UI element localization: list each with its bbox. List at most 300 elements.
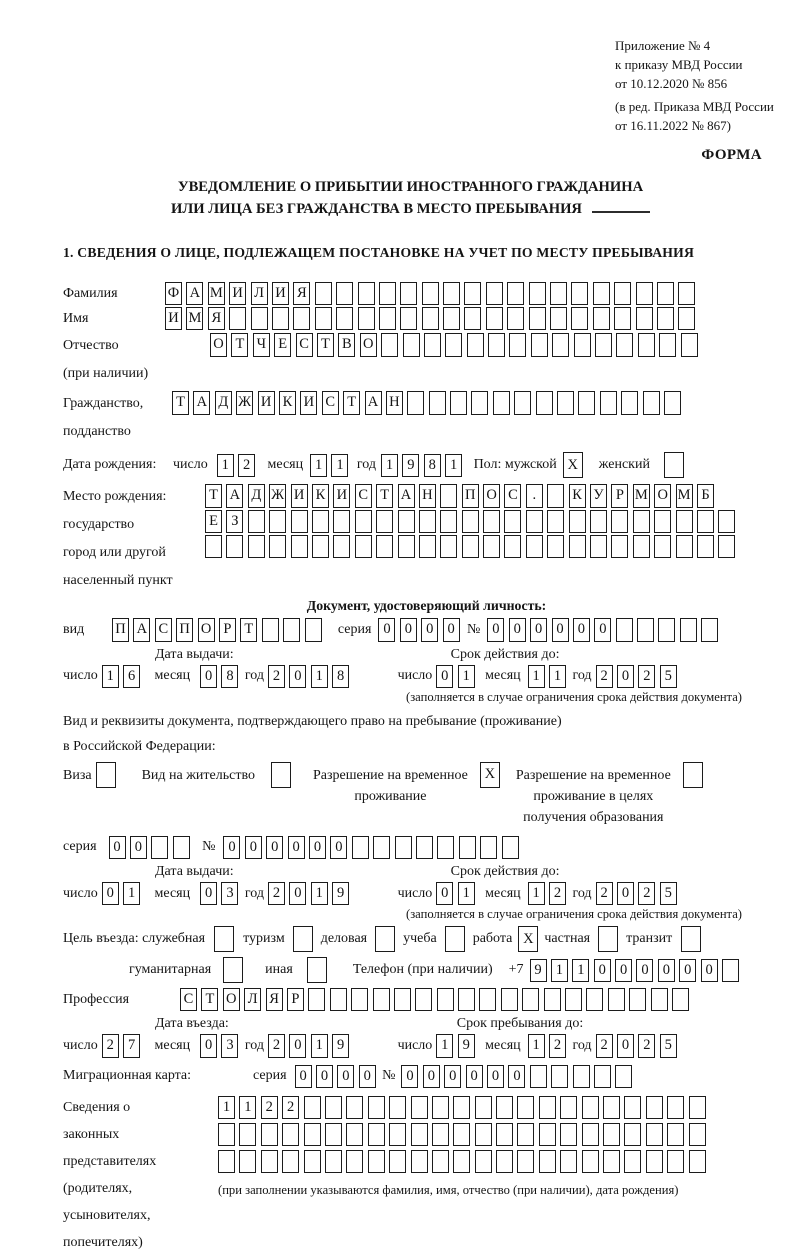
char-cell[interactable] — [569, 510, 586, 533]
char-cell[interactable]: 0 — [573, 618, 590, 641]
char-cell[interactable]: 5 — [660, 1034, 677, 1057]
char-cell[interactable] — [389, 1123, 406, 1146]
char-cell[interactable] — [678, 282, 695, 305]
char-cell[interactable] — [450, 391, 467, 414]
char-cell[interactable] — [488, 333, 505, 356]
char-cell[interactable]: Я — [266, 988, 283, 1011]
char-cell[interactable] — [501, 988, 518, 1011]
char-cell[interactable]: 0 — [443, 618, 460, 641]
char-cell[interactable] — [293, 307, 310, 330]
char-cell[interactable]: 0 — [436, 665, 453, 688]
char-cell[interactable] — [205, 535, 222, 558]
char-cell[interactable] — [437, 836, 454, 859]
char-cell[interactable]: 1 — [551, 959, 568, 982]
char-cell[interactable]: М — [208, 282, 225, 305]
char-cell[interactable]: 1 — [445, 454, 462, 477]
char-cell[interactable] — [462, 535, 479, 558]
char-cell[interactable] — [416, 836, 433, 859]
char-cell[interactable] — [312, 535, 329, 558]
char-cell[interactable] — [355, 510, 372, 533]
char-cell[interactable] — [352, 836, 369, 859]
char-cell[interactable]: У — [590, 484, 607, 507]
char-cell[interactable] — [502, 836, 519, 859]
char-cell[interactable] — [272, 307, 289, 330]
char-cell[interactable] — [603, 1096, 620, 1119]
char-cell[interactable] — [424, 333, 441, 356]
char-cell[interactable]: А — [133, 618, 150, 641]
char-cell[interactable]: А — [398, 484, 415, 507]
char-cell[interactable] — [336, 307, 353, 330]
char-cell[interactable] — [395, 836, 412, 859]
char-cell[interactable] — [547, 484, 564, 507]
char-cell[interactable] — [480, 836, 497, 859]
char-cell[interactable] — [624, 1150, 641, 1173]
char-cell[interactable]: 0 — [594, 959, 611, 982]
char-cell[interactable]: П — [176, 618, 193, 641]
char-cell[interactable]: 0 — [316, 1065, 333, 1088]
char-cell[interactable] — [419, 535, 436, 558]
char-cell[interactable] — [636, 282, 653, 305]
char-cell[interactable]: 9 — [402, 454, 419, 477]
char-cell[interactable]: 0 — [289, 882, 306, 905]
char-cell[interactable] — [539, 1123, 556, 1146]
char-cell[interactable]: Ч — [253, 333, 270, 356]
char-cell[interactable] — [582, 1096, 599, 1119]
char-cell[interactable] — [325, 1150, 342, 1173]
char-cell[interactable] — [593, 282, 610, 305]
char-cell[interactable]: 1 — [528, 882, 545, 905]
char-cell[interactable]: 1 — [310, 454, 327, 477]
char-cell[interactable]: 9 — [530, 959, 547, 982]
char-cell[interactable] — [394, 988, 411, 1011]
char-cell[interactable] — [389, 1096, 406, 1119]
char-cell[interactable]: Т — [240, 618, 257, 641]
char-cell[interactable] — [358, 307, 375, 330]
char-cell[interactable] — [333, 535, 350, 558]
char-cell[interactable]: 3 — [221, 882, 238, 905]
char-cell[interactable] — [667, 1123, 684, 1146]
char-cell[interactable] — [379, 282, 396, 305]
char-cell[interactable]: 9 — [332, 882, 349, 905]
char-cell[interactable] — [226, 535, 243, 558]
char-cell[interactable] — [629, 988, 646, 1011]
purpose-private-checkbox[interactable] — [598, 926, 618, 952]
char-cell[interactable]: 0 — [401, 1065, 418, 1088]
char-cell[interactable] — [550, 307, 567, 330]
char-cell[interactable]: 1 — [311, 665, 328, 688]
char-cell[interactable]: 2 — [596, 665, 613, 688]
char-cell[interactable]: Е — [205, 510, 222, 533]
char-cell[interactable]: И — [272, 282, 289, 305]
char-cell[interactable]: А — [365, 391, 382, 414]
char-cell[interactable] — [571, 307, 588, 330]
char-cell[interactable] — [403, 333, 420, 356]
char-cell[interactable] — [530, 1065, 547, 1088]
char-cell[interactable]: М — [633, 484, 650, 507]
char-cell[interactable] — [571, 282, 588, 305]
char-cell[interactable] — [459, 836, 476, 859]
char-cell[interactable] — [407, 391, 424, 414]
char-cell[interactable] — [551, 1065, 568, 1088]
purpose-official-checkbox[interactable] — [214, 926, 234, 952]
char-cell[interactable] — [667, 1096, 684, 1119]
char-cell[interactable] — [351, 988, 368, 1011]
char-cell[interactable] — [479, 988, 496, 1011]
male-checkbox[interactable]: X — [563, 452, 583, 478]
char-cell[interactable] — [440, 484, 457, 507]
char-cell[interactable] — [291, 535, 308, 558]
char-cell[interactable]: 0 — [617, 1034, 634, 1057]
char-cell[interactable]: 8 — [332, 665, 349, 688]
char-cell[interactable]: 0 — [109, 836, 126, 859]
char-cell[interactable] — [595, 333, 612, 356]
char-cell[interactable]: 2 — [549, 882, 566, 905]
char-cell[interactable] — [526, 535, 543, 558]
purpose-work-checkbox[interactable]: X — [518, 926, 538, 952]
char-cell[interactable]: 7 — [123, 1034, 140, 1057]
char-cell[interactable] — [376, 535, 393, 558]
char-cell[interactable] — [305, 618, 322, 641]
char-cell[interactable] — [676, 535, 693, 558]
char-cell[interactable] — [594, 1065, 611, 1088]
char-cell[interactable]: К — [312, 484, 329, 507]
char-cell[interactable]: Т — [343, 391, 360, 414]
char-cell[interactable]: 9 — [332, 1034, 349, 1057]
char-cell[interactable]: 0 — [289, 1034, 306, 1057]
char-cell[interactable] — [445, 333, 462, 356]
char-cell[interactable] — [496, 1123, 513, 1146]
char-cell[interactable] — [432, 1150, 449, 1173]
char-cell[interactable] — [411, 1096, 428, 1119]
char-cell[interactable] — [718, 510, 735, 533]
char-cell[interactable]: С — [322, 391, 339, 414]
char-cell[interactable] — [701, 618, 718, 641]
char-cell[interactable] — [681, 333, 698, 356]
char-cell[interactable]: 2 — [282, 1096, 299, 1119]
char-cell[interactable] — [603, 1123, 620, 1146]
char-cell[interactable] — [507, 282, 524, 305]
char-cell[interactable] — [509, 333, 526, 356]
char-cell[interactable]: 2 — [549, 1034, 566, 1057]
char-cell[interactable]: 2 — [261, 1096, 278, 1119]
char-cell[interactable] — [218, 1123, 235, 1146]
char-cell[interactable] — [315, 282, 332, 305]
char-cell[interactable] — [621, 391, 638, 414]
char-cell[interactable] — [440, 535, 457, 558]
char-cell[interactable] — [574, 333, 591, 356]
char-cell[interactable] — [496, 1150, 513, 1173]
char-cell[interactable] — [697, 510, 714, 533]
char-cell[interactable]: С — [355, 484, 372, 507]
char-cell[interactable]: . — [526, 484, 543, 507]
char-cell[interactable] — [646, 1123, 663, 1146]
char-cell[interactable] — [368, 1150, 385, 1173]
char-cell[interactable] — [229, 307, 246, 330]
char-cell[interactable]: 0 — [530, 618, 547, 641]
char-cell[interactable]: С — [296, 333, 313, 356]
char-cell[interactable] — [411, 1123, 428, 1146]
char-cell[interactable] — [624, 1096, 641, 1119]
char-cell[interactable] — [422, 282, 439, 305]
char-cell[interactable] — [603, 1150, 620, 1173]
purpose-tourism-checkbox[interactable] — [293, 926, 313, 952]
char-cell[interactable]: Я — [293, 282, 310, 305]
char-cell[interactable] — [637, 618, 654, 641]
char-cell[interactable]: А — [226, 484, 243, 507]
char-cell[interactable]: Д — [248, 484, 265, 507]
char-cell[interactable] — [550, 282, 567, 305]
residence-permit-checkbox[interactable] — [271, 762, 291, 788]
char-cell[interactable]: А — [186, 282, 203, 305]
char-cell[interactable] — [336, 282, 353, 305]
temp-residence-education-checkbox[interactable] — [683, 762, 703, 788]
char-cell[interactable] — [415, 988, 432, 1011]
char-cell[interactable] — [531, 333, 548, 356]
char-cell[interactable]: С — [504, 484, 521, 507]
char-cell[interactable]: 1 — [239, 1096, 256, 1119]
char-cell[interactable] — [475, 1150, 492, 1173]
visa-checkbox[interactable] — [96, 762, 116, 788]
char-cell[interactable]: И — [333, 484, 350, 507]
char-cell[interactable]: Т — [205, 484, 222, 507]
char-cell[interactable] — [680, 618, 697, 641]
char-cell[interactable]: 1 — [123, 882, 140, 905]
char-cell[interactable]: Р — [611, 484, 628, 507]
char-cell[interactable] — [291, 510, 308, 533]
char-cell[interactable]: 0 — [400, 618, 417, 641]
char-cell[interactable]: Т — [172, 391, 189, 414]
char-cell[interactable] — [611, 535, 628, 558]
char-cell[interactable] — [718, 535, 735, 558]
char-cell[interactable] — [651, 988, 668, 1011]
char-cell[interactable]: 3 — [221, 1034, 238, 1057]
char-cell[interactable] — [151, 836, 168, 859]
char-cell[interactable]: И — [258, 391, 275, 414]
char-cell[interactable]: 0 — [636, 959, 653, 982]
char-cell[interactable]: 0 — [423, 1065, 440, 1088]
char-cell[interactable] — [368, 1123, 385, 1146]
char-cell[interactable] — [346, 1123, 363, 1146]
char-cell[interactable] — [517, 1150, 534, 1173]
char-cell[interactable]: 1 — [381, 454, 398, 477]
char-cell[interactable]: З — [226, 510, 243, 533]
char-cell[interactable]: 2 — [638, 665, 655, 688]
char-cell[interactable]: 1 — [217, 454, 234, 477]
char-cell[interactable] — [486, 282, 503, 305]
char-cell[interactable] — [261, 1123, 278, 1146]
char-cell[interactable] — [646, 1150, 663, 1173]
char-cell[interactable]: 2 — [638, 1034, 655, 1057]
char-cell[interactable] — [560, 1150, 577, 1173]
char-cell[interactable]: 1 — [572, 959, 589, 982]
char-cell[interactable] — [368, 1096, 385, 1119]
char-cell[interactable] — [419, 510, 436, 533]
char-cell[interactable] — [616, 618, 633, 641]
char-cell[interactable]: 2 — [102, 1034, 119, 1057]
char-cell[interactable]: О — [198, 618, 215, 641]
char-cell[interactable] — [218, 1150, 235, 1173]
char-cell[interactable]: 0 — [617, 882, 634, 905]
char-cell[interactable]: Д — [215, 391, 232, 414]
char-cell[interactable]: 1 — [436, 1034, 453, 1057]
char-cell[interactable] — [664, 391, 681, 414]
char-cell[interactable]: С — [155, 618, 172, 641]
char-cell[interactable] — [453, 1150, 470, 1173]
char-cell[interactable]: 1 — [528, 1034, 545, 1057]
char-cell[interactable] — [659, 333, 676, 356]
char-cell[interactable] — [643, 391, 660, 414]
char-cell[interactable]: 8 — [424, 454, 441, 477]
char-cell[interactable]: 1 — [528, 665, 545, 688]
char-cell[interactable]: 0 — [421, 618, 438, 641]
char-cell[interactable]: 2 — [268, 1034, 285, 1057]
char-cell[interactable] — [624, 1123, 641, 1146]
char-cell[interactable]: Е — [274, 333, 291, 356]
char-cell[interactable] — [173, 836, 190, 859]
char-cell[interactable]: 0 — [359, 1065, 376, 1088]
char-cell[interactable] — [471, 391, 488, 414]
char-cell[interactable] — [239, 1150, 256, 1173]
char-cell[interactable]: 0 — [266, 836, 283, 859]
char-cell[interactable] — [547, 510, 564, 533]
char-cell[interactable] — [582, 1150, 599, 1173]
char-cell[interactable] — [304, 1096, 321, 1119]
char-cell[interactable] — [475, 1123, 492, 1146]
char-cell[interactable] — [283, 618, 300, 641]
char-cell[interactable] — [547, 535, 564, 558]
char-cell[interactable] — [507, 307, 524, 330]
char-cell[interactable] — [483, 510, 500, 533]
char-cell[interactable]: 0 — [337, 1065, 354, 1088]
char-cell[interactable]: 0 — [200, 882, 217, 905]
char-cell[interactable] — [330, 988, 347, 1011]
char-cell[interactable] — [517, 1096, 534, 1119]
char-cell[interactable]: 1 — [458, 665, 475, 688]
char-cell[interactable]: 1 — [331, 454, 348, 477]
char-cell[interactable]: 1 — [549, 665, 566, 688]
char-cell[interactable]: 1 — [311, 882, 328, 905]
char-cell[interactable]: Т — [317, 333, 334, 356]
char-cell[interactable] — [440, 510, 457, 533]
char-cell[interactable]: Л — [251, 282, 268, 305]
char-cell[interactable] — [514, 391, 531, 414]
char-cell[interactable] — [615, 1065, 632, 1088]
char-cell[interactable] — [453, 1123, 470, 1146]
purpose-humanitarian-checkbox[interactable] — [223, 957, 243, 983]
char-cell[interactable]: 0 — [508, 1065, 525, 1088]
char-cell[interactable] — [529, 282, 546, 305]
char-cell[interactable]: О — [210, 333, 227, 356]
char-cell[interactable] — [657, 282, 674, 305]
char-cell[interactable]: 0 — [487, 618, 504, 641]
char-cell[interactable]: 1 — [218, 1096, 235, 1119]
char-cell[interactable] — [611, 510, 628, 533]
purpose-study-checkbox[interactable] — [445, 926, 465, 952]
char-cell[interactable] — [616, 333, 633, 356]
char-cell[interactable] — [590, 535, 607, 558]
char-cell[interactable]: 0 — [444, 1065, 461, 1088]
char-cell[interactable]: И — [229, 282, 246, 305]
char-cell[interactable]: Я — [208, 307, 225, 330]
char-cell[interactable] — [646, 1096, 663, 1119]
temp-residence-checkbox[interactable]: X — [480, 762, 500, 788]
char-cell[interactable]: 1 — [458, 882, 475, 905]
char-cell[interactable]: 0 — [330, 836, 347, 859]
char-cell[interactable]: 1 — [102, 665, 119, 688]
char-cell[interactable]: Р — [287, 988, 304, 1011]
char-cell[interactable]: 0 — [466, 1065, 483, 1088]
char-cell[interactable] — [573, 1065, 590, 1088]
char-cell[interactable]: Т — [231, 333, 248, 356]
char-cell[interactable] — [400, 282, 417, 305]
char-cell[interactable]: Б — [697, 484, 714, 507]
char-cell[interactable]: И — [300, 391, 317, 414]
purpose-transit-checkbox[interactable] — [681, 926, 701, 952]
char-cell[interactable]: Н — [419, 484, 436, 507]
char-cell[interactable] — [526, 510, 543, 533]
purpose-business-checkbox[interactable] — [375, 926, 395, 952]
char-cell[interactable] — [496, 1096, 513, 1119]
purpose-other-checkbox[interactable] — [307, 957, 327, 983]
char-cell[interactable]: И — [291, 484, 308, 507]
char-cell[interactable] — [437, 988, 454, 1011]
char-cell[interactable] — [355, 535, 372, 558]
char-cell[interactable] — [432, 1123, 449, 1146]
char-cell[interactable] — [536, 391, 553, 414]
char-cell[interactable]: С — [180, 988, 197, 1011]
char-cell[interactable] — [411, 1150, 428, 1173]
char-cell[interactable]: 1 — [311, 1034, 328, 1057]
char-cell[interactable]: М — [186, 307, 203, 330]
char-cell[interactable]: 0 — [102, 882, 119, 905]
char-cell[interactable]: 0 — [200, 1034, 217, 1057]
char-cell[interactable]: 2 — [638, 882, 655, 905]
char-cell[interactable]: 2 — [268, 665, 285, 688]
char-cell[interactable] — [269, 535, 286, 558]
char-cell[interactable] — [315, 307, 332, 330]
char-cell[interactable] — [325, 1096, 342, 1119]
char-cell[interactable] — [464, 282, 481, 305]
char-cell[interactable] — [358, 282, 375, 305]
char-cell[interactable] — [475, 1096, 492, 1119]
char-cell[interactable] — [304, 1150, 321, 1173]
char-cell[interactable]: 0 — [245, 836, 262, 859]
char-cell[interactable] — [422, 307, 439, 330]
char-cell[interactable] — [517, 1123, 534, 1146]
char-cell[interactable]: 0 — [130, 836, 147, 859]
char-cell[interactable] — [346, 1150, 363, 1173]
char-cell[interactable] — [282, 1123, 299, 1146]
char-cell[interactable] — [379, 307, 396, 330]
char-cell[interactable]: 0 — [701, 959, 718, 982]
char-cell[interactable]: А — [193, 391, 210, 414]
char-cell[interactable] — [658, 618, 675, 641]
char-cell[interactable]: 2 — [596, 882, 613, 905]
char-cell[interactable]: 0 — [200, 665, 217, 688]
char-cell[interactable]: 0 — [223, 836, 240, 859]
char-cell[interactable] — [453, 1096, 470, 1119]
char-cell[interactable]: О — [654, 484, 671, 507]
char-cell[interactable] — [304, 1123, 321, 1146]
char-cell[interactable]: О — [223, 988, 240, 1011]
char-cell[interactable]: 0 — [552, 618, 569, 641]
char-cell[interactable] — [633, 535, 650, 558]
char-cell[interactable] — [667, 1150, 684, 1173]
char-cell[interactable]: 8 — [221, 665, 238, 688]
char-cell[interactable]: 2 — [596, 1034, 613, 1057]
char-cell[interactable] — [381, 333, 398, 356]
char-cell[interactable]: 0 — [594, 618, 611, 641]
